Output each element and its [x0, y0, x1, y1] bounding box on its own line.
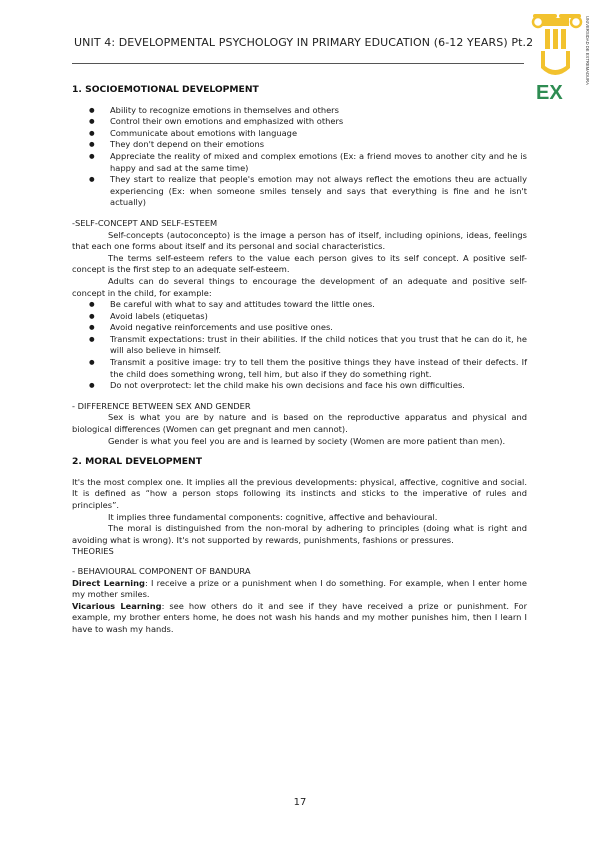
university-logo	[531, 8, 595, 100]
logo-flute-2	[553, 29, 558, 49]
logo-flute-3	[561, 29, 566, 49]
logo-capital-center	[543, 18, 569, 26]
page-content	[72, 84, 527, 636]
list-item: ● Avoid labels (etiquetas)	[72, 311, 527, 323]
paragraph-vicarious-learning	[72, 601, 527, 636]
list-item: ● Transmit a positive image: try to tell them the positive things they have instead of their defects. If the child does something wrong, tell him, but also if they do something right.	[72, 357, 527, 380]
self-concept-list	[72, 299, 527, 392]
logo-ex-text: EX	[536, 82, 563, 100]
subheading-sex-gender: - DIFFERENCE BETWEEN SEX AND GENDER	[72, 400, 251, 411]
list-item: ● They don't depend on their emotions	[72, 139, 527, 151]
section-heading-socioemotional: 1. SOCIOEMOTIONAL DEVELOPMENT	[72, 84, 259, 95]
paragraph-sex-definition: Sex is what you are by nature and is based on the reproductive apparatus and physical and biological differences (Women can get pregnant and men cannot).	[72, 412, 527, 435]
logo-volute-right	[571, 17, 581, 27]
subheading-bandura: - BEHAVIOURAL COMPONENT OF BANDURA	[72, 565, 251, 576]
text-vicarious-learning: : see how others do it and see if they have received a prize or punishment. For example, my brother enters home, he does not wash his hands and my mother punishes him, then I learn I have to wash my hands.	[72, 600, 527, 634]
subheading-self-concept: -SELF-CONCEPT AND SELF-ESTEEM	[72, 217, 218, 228]
list-item: ● Ability to recognize emotions in themselves and others	[72, 105, 527, 117]
logo-side-text: UNIVERSIDAD DE EXTREMADURA	[585, 16, 590, 85]
logo-capital-right	[559, 14, 581, 18]
section-heading-moral: 2. MORAL DEVELOPMENT	[72, 456, 203, 468]
logo-flute-1	[545, 29, 550, 49]
label-theories: THEORIES	[72, 546, 114, 557]
paragraph-gender-definition: Gender is what you feel you are and is learned by society (Women are more patient than men).	[108, 435, 506, 446]
term-vicarious-learning: Vicarious Learning	[72, 600, 162, 611]
paragraph-self-concept-definition: Self-concepts (autoconcepto) is the image a person has of itself, including opinions, ideas, feelings that each one forms about itself and its personal and social characteristics.	[72, 229, 527, 252]
paragraph-moral-intro: It's the most complex one. It implies all the previous developments: physical, affective, cognitive and social. It is defined as “how a person stops following its instincts and sticks to the imperative of rules and principles”.	[72, 476, 527, 510]
paragraph-moral-components: It implies three fundamental components: cognitive, affective and behavioural.	[108, 511, 438, 522]
list-item: ● Control their own emotions and emphasized with others	[72, 116, 527, 128]
header-divider	[72, 63, 524, 64]
paragraph-moral-distinction: The moral is distinguished from the non-moral by adhering to principles (doing what is right and avoiding what is wrong). It's not supported by rewards, punishments, fashions or pressures.	[72, 523, 527, 545]
socioemotional-list	[72, 105, 527, 209]
list-item: ● Do not overprotect: let the child make his own decisions and face his own difficulties.	[72, 380, 527, 392]
list-item: ● Appreciate the reality of mixed and complex emotions (Ex: a friend moves to another city and he is happy and sad at the same time)	[72, 151, 527, 174]
list-item: ● Avoid negative reinforcements and use positive ones.	[72, 322, 527, 334]
page-number: 17	[293, 797, 307, 808]
list-item: ● Communicate about emotions with language	[72, 128, 527, 140]
list-item: ● Be careful with what to say and attitudes toward the little ones.	[72, 299, 527, 311]
logo-volute-left	[533, 17, 543, 27]
paragraph-direct-learning	[72, 578, 527, 601]
list-item: ● Transmit expectations: trust in their abilities. If the child notices that you trust that he can do it, he will also believe in himself.	[72, 334, 527, 357]
paragraph-adults-encourage: Adults can do several things to encourage the development of an adequate and positive self-concept in the child, for example:	[72, 275, 527, 298]
document-header-title: UNIT 4: DEVELOPMENTAL PSYCHOLOGY IN PRIMARY EDUCATION (6-12 YEARS) Pt.2	[74, 36, 534, 49]
term-direct-learning: Direct Learning	[72, 577, 145, 588]
list-item: ● They start to realize that people's emotion may not always reflect the emotions theu are actually experiencing (Ex: when someone smiles tensely and says that everything is fine and he isn't actually)	[72, 174, 527, 209]
uex-logo-icon	[531, 8, 595, 100]
text-direct-learning: : I receive a prize or a punishment when I do something. For example, when I enter home my mother smiles.	[72, 577, 527, 600]
paragraph-self-esteem-definition: The terms self-esteem refers to the value each person gives to its self concept. A positive self-concept is the first step to an adequate self-esteem.	[72, 252, 527, 275]
logo-u-shape	[541, 51, 570, 75]
